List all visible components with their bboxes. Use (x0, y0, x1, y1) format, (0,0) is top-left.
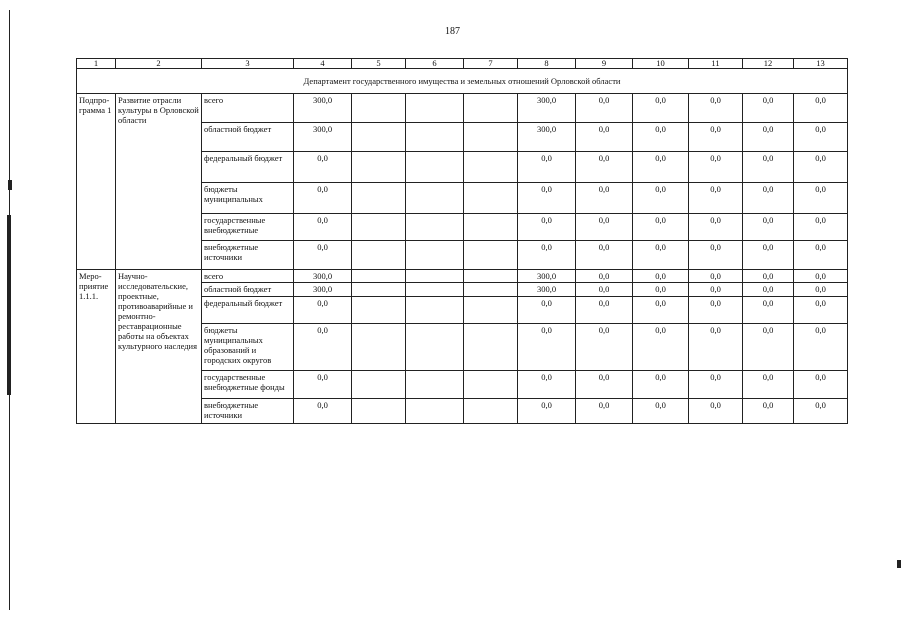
department-title: Департамент государственного имущества и земельных отношений Орловской области (77, 69, 848, 94)
value-cell: 300,0 (294, 123, 352, 152)
value-cell: 0,0 (518, 214, 576, 241)
value-cell (464, 399, 518, 424)
value-cell: 0,0 (518, 183, 576, 214)
value-cell (406, 214, 464, 241)
value-cell (352, 152, 406, 183)
value-cell (464, 297, 518, 324)
value-cell: 0,0 (294, 214, 352, 241)
funding-source: областной бюджет (202, 283, 294, 297)
value-cell: 0,0 (794, 324, 848, 371)
value-cell: 0,0 (689, 183, 743, 214)
value-cell: 0,0 (576, 324, 633, 371)
value-cell: 0,0 (689, 241, 743, 270)
value-cell (464, 371, 518, 399)
value-cell: 0,0 (576, 123, 633, 152)
funding-source: внебюджетные источники (202, 399, 294, 424)
value-cell: 0,0 (633, 371, 689, 399)
value-cell (464, 183, 518, 214)
value-cell: 0,0 (518, 297, 576, 324)
value-cell (352, 241, 406, 270)
value-cell (406, 297, 464, 324)
funding-source: бюджеты муниципальных (202, 183, 294, 214)
value-cell (464, 214, 518, 241)
value-cell (406, 371, 464, 399)
value-cell (352, 399, 406, 424)
value-cell (352, 183, 406, 214)
value-cell: 0,0 (518, 152, 576, 183)
column-number: 5 (352, 59, 406, 69)
value-cell: 0,0 (294, 241, 352, 270)
value-cell: 300,0 (518, 283, 576, 297)
value-cell: 0,0 (633, 241, 689, 270)
funding-source: бюджеты муниципальных образований и городских округов (202, 324, 294, 371)
column-number: 3 (202, 59, 294, 69)
scan-artifact-mark (897, 560, 901, 568)
table-row (77, 94, 848, 123)
table-row (77, 270, 848, 283)
value-cell: 0,0 (689, 399, 743, 424)
value-cell: 0,0 (633, 94, 689, 123)
value-cell: 0,0 (576, 152, 633, 183)
value-cell: 0,0 (633, 283, 689, 297)
value-cell: 0,0 (743, 270, 794, 283)
value-cell: 0,0 (689, 297, 743, 324)
value-cell: 0,0 (794, 371, 848, 399)
value-cell: 300,0 (518, 94, 576, 123)
value-cell: 0,0 (576, 214, 633, 241)
column-number: 2 (116, 59, 202, 69)
value-cell: 300,0 (294, 270, 352, 283)
scan-artifact-mark (7, 215, 11, 395)
value-cell: 0,0 (294, 371, 352, 399)
department-row (77, 69, 848, 94)
value-cell: 0,0 (576, 241, 633, 270)
value-cell: 0,0 (294, 152, 352, 183)
funding-source: внебюджетные источники (202, 241, 294, 270)
value-cell (352, 324, 406, 371)
value-cell: 300,0 (294, 94, 352, 123)
value-cell (406, 123, 464, 152)
value-cell (464, 123, 518, 152)
value-cell: 0,0 (633, 214, 689, 241)
value-cell: 300,0 (518, 270, 576, 283)
value-cell (406, 241, 464, 270)
value-cell: 0,0 (689, 152, 743, 183)
value-cell: 0,0 (743, 94, 794, 123)
funding-source: всего (202, 270, 294, 283)
value-cell: 0,0 (794, 123, 848, 152)
value-cell: 0,0 (576, 270, 633, 283)
value-cell: 0,0 (743, 283, 794, 297)
value-cell: 0,0 (689, 283, 743, 297)
value-cell (352, 297, 406, 324)
value-cell (352, 214, 406, 241)
funding-source: федеральный бюджет (202, 297, 294, 324)
value-cell: 0,0 (743, 152, 794, 183)
value-cell (406, 270, 464, 283)
value-cell: 0,0 (518, 371, 576, 399)
value-cell: 0,0 (794, 94, 848, 123)
value-cell: 0,0 (743, 123, 794, 152)
value-cell: 0,0 (294, 324, 352, 371)
value-cell: 0,0 (633, 183, 689, 214)
value-cell (464, 324, 518, 371)
budget-table (76, 58, 848, 424)
value-cell: 0,0 (633, 270, 689, 283)
funding-source: государственные внебюджетные фонды (202, 371, 294, 399)
value-cell (464, 241, 518, 270)
funding-source: государственные внебюджетные (202, 214, 294, 241)
column-number: 4 (294, 59, 352, 69)
value-cell: 300,0 (518, 123, 576, 152)
value-cell: 0,0 (743, 241, 794, 270)
value-cell: 0,0 (576, 183, 633, 214)
value-cell: 0,0 (689, 270, 743, 283)
value-cell: 0,0 (576, 283, 633, 297)
value-cell: 0,0 (743, 183, 794, 214)
value-cell: 0,0 (743, 324, 794, 371)
value-cell (464, 152, 518, 183)
row-name: Развитие отрасли культуры в Орловской области (116, 94, 202, 270)
value-cell: 0,0 (794, 399, 848, 424)
value-cell: 0,0 (743, 214, 794, 241)
column-number: 13 (794, 59, 848, 69)
value-cell: 0,0 (518, 399, 576, 424)
row-code: Меро-приятие 1.1.1. (77, 270, 116, 424)
value-cell (352, 283, 406, 297)
value-cell (464, 283, 518, 297)
column-number-row (77, 59, 848, 69)
value-cell: 0,0 (794, 283, 848, 297)
value-cell: 0,0 (689, 324, 743, 371)
value-cell: 0,0 (689, 94, 743, 123)
value-cell: 0,0 (518, 241, 576, 270)
value-cell: 0,0 (794, 270, 848, 283)
column-number: 10 (633, 59, 689, 69)
value-cell (464, 94, 518, 123)
column-number: 9 (576, 59, 633, 69)
value-cell (406, 152, 464, 183)
value-cell: 0,0 (633, 123, 689, 152)
column-number: 1 (77, 59, 116, 69)
value-cell: 0,0 (576, 399, 633, 424)
value-cell: 0,0 (743, 371, 794, 399)
value-cell: 0,0 (576, 371, 633, 399)
value-cell: 0,0 (794, 183, 848, 214)
value-cell (406, 283, 464, 297)
funding-source: всего (202, 94, 294, 123)
value-cell (352, 270, 406, 283)
value-cell: 0,0 (518, 324, 576, 371)
value-cell: 0,0 (633, 324, 689, 371)
value-cell: 0,0 (576, 94, 633, 123)
column-number: 6 (406, 59, 464, 69)
value-cell: 300,0 (294, 283, 352, 297)
scan-artifact-mark (8, 180, 12, 190)
value-cell: 0,0 (294, 297, 352, 324)
value-cell (464, 270, 518, 283)
value-cell: 0,0 (743, 399, 794, 424)
value-cell: 0,0 (743, 297, 794, 324)
funding-source: федеральный бюджет (202, 152, 294, 183)
value-cell (406, 183, 464, 214)
column-number: 12 (743, 59, 794, 69)
value-cell (352, 371, 406, 399)
page-number: 187 (445, 26, 460, 37)
value-cell: 0,0 (633, 399, 689, 424)
value-cell (406, 324, 464, 371)
value-cell: 0,0 (689, 123, 743, 152)
row-code: Подпро-грамма 1 (77, 94, 116, 270)
column-number: 8 (518, 59, 576, 69)
value-cell: 0,0 (794, 297, 848, 324)
value-cell: 0,0 (689, 214, 743, 241)
value-cell: 0,0 (794, 152, 848, 183)
row-name: Научно-исследовательские, проектные, противоаварийные и ремонтно-реставрационные работы на объектах культурного наследия (116, 270, 202, 424)
value-cell (352, 123, 406, 152)
column-number: 7 (464, 59, 518, 69)
value-cell: 0,0 (794, 241, 848, 270)
value-cell (406, 94, 464, 123)
value-cell (406, 399, 464, 424)
value-cell: 0,0 (794, 214, 848, 241)
column-number: 11 (689, 59, 743, 69)
value-cell: 0,0 (633, 152, 689, 183)
value-cell: 0,0 (633, 297, 689, 324)
value-cell: 0,0 (689, 371, 743, 399)
funding-source: областной бюджет (202, 123, 294, 152)
value-cell: 0,0 (576, 297, 633, 324)
value-cell: 0,0 (294, 183, 352, 214)
value-cell: 0,0 (294, 399, 352, 424)
value-cell (352, 94, 406, 123)
